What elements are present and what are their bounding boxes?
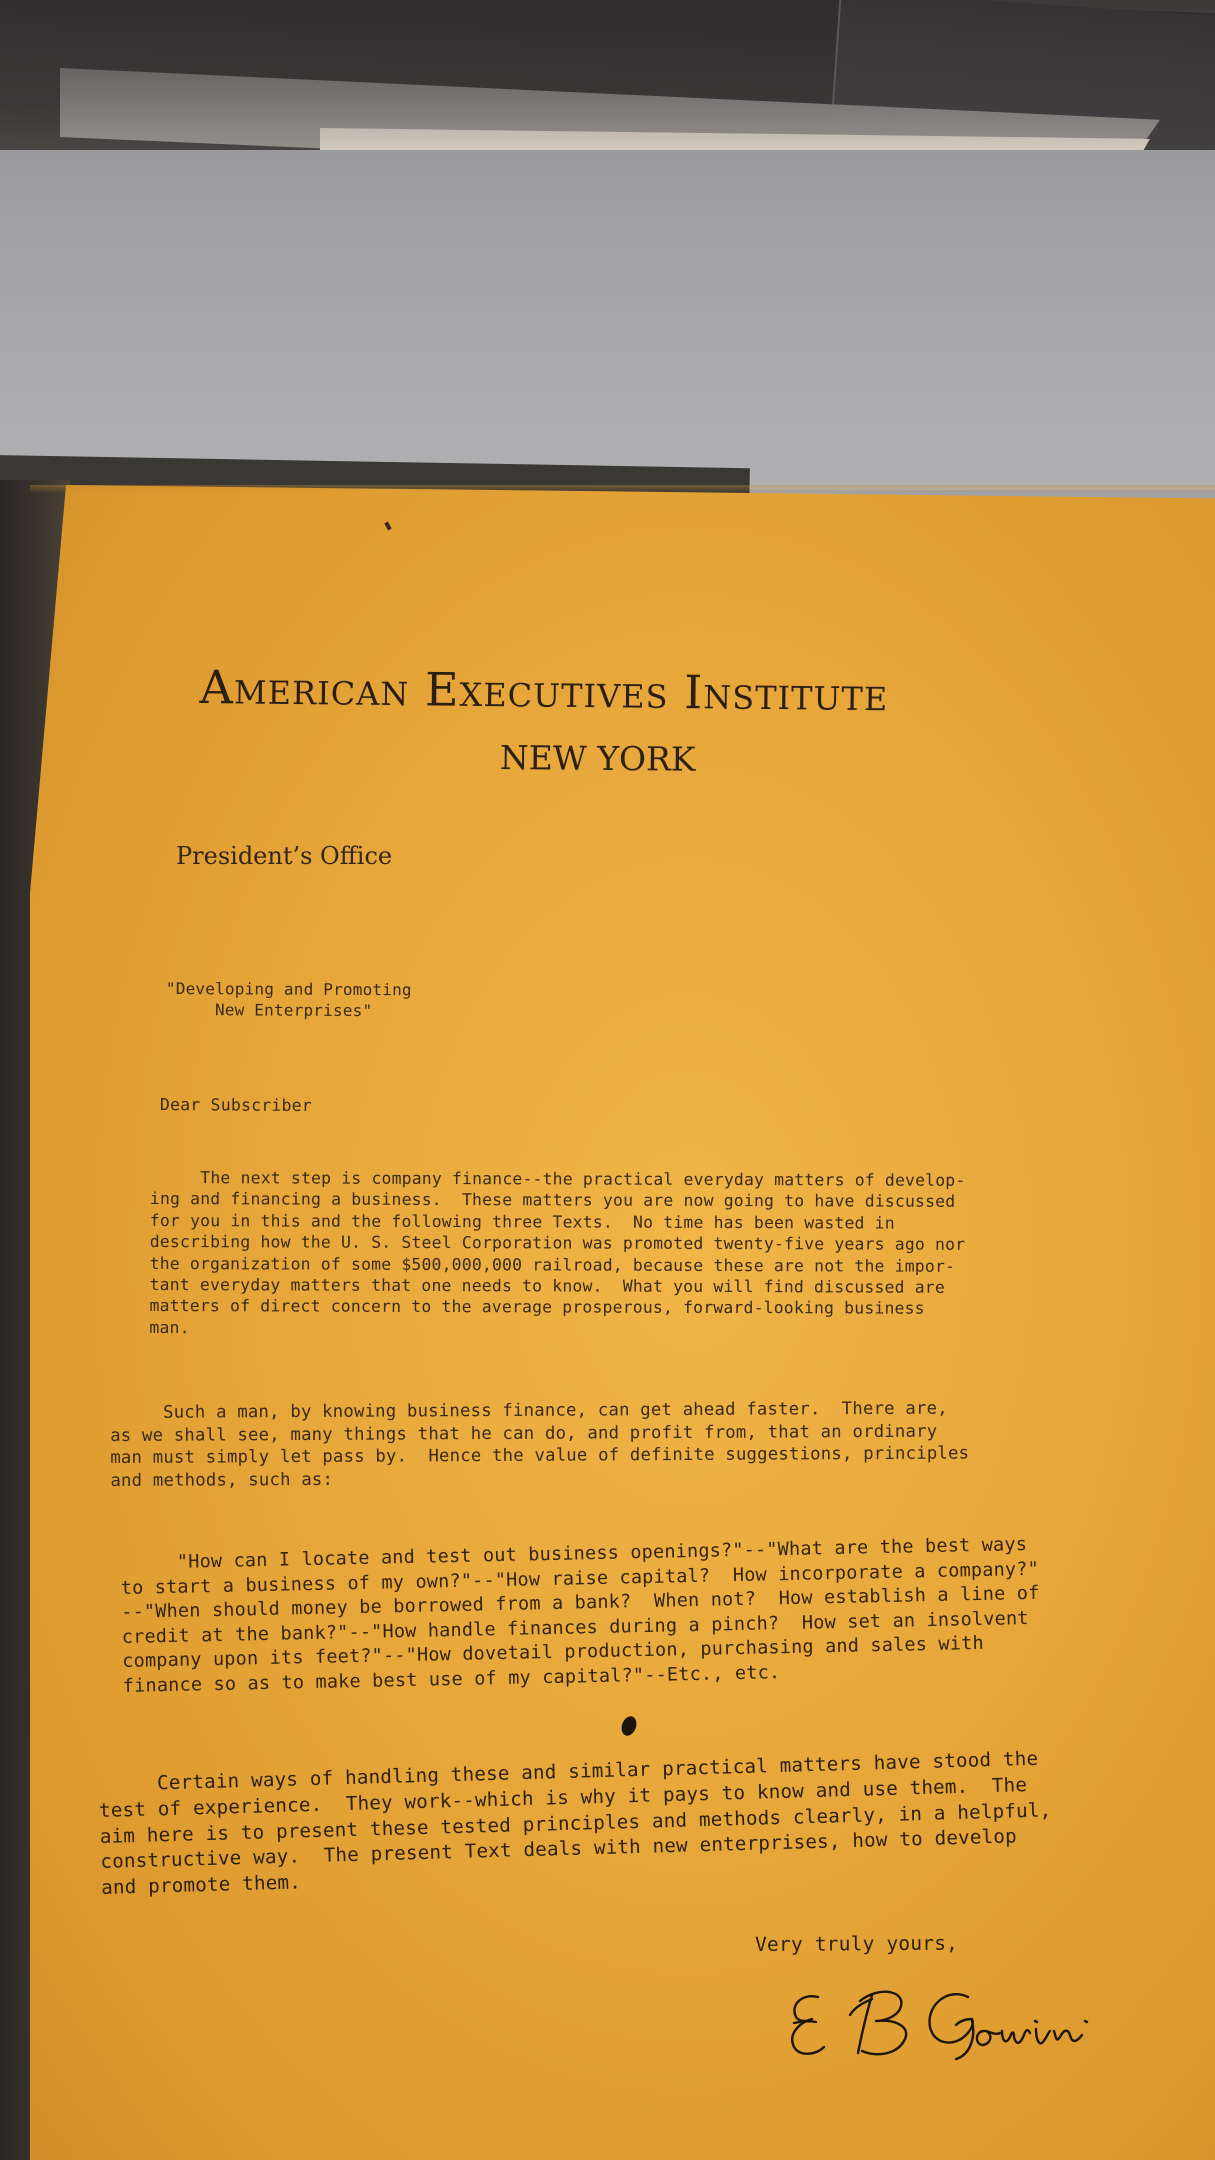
handwritten-signature: [780, 1975, 1160, 2065]
letter-salutation: Dear Subscriber: [159, 1095, 313, 1116]
ink-blot: [619, 1714, 639, 1738]
letter-paragraph-1: The next step is company finance--the practical everyday matters of develop- ing and financing a business. These matters you are now going to have discussed for you in this and the following three Texts. No time has been wasted in describing how the U. S. Steel Corporation was promoted twenty-five years ago nor the organization of some $500,000,000 railroad, because these are not the impor- tant everyday matters that one needs to know. What you will find discussed are matters of direct concern to the average prosperous, forward-looking business man.: [149, 1168, 966, 1337]
letter-paragraph-3: "How can I locate and test out business openings?"--"What are the best ways to start a business of my own?"--"How raise capital? How incorporate a company?" --"When should money be borrowed from a bank? When not? How establish a line of credit at the bank?"--"How handle finances during a pinch? How set an insolvent company upon its feet?"--"How dovetail production, purchasing and sales with finance so as to make best use of my capital?"--Etc., etc.: [120, 1534, 1040, 1697]
letter-paragraph-4: Certain ways of handling these and similar practical matters have stood the test of experience. They work--which is why it pays to know and use them. The aim here is to present these tested principles and methods clearly, in a helpful, constructive way. The present Text deals with new enterprises, how to develop and promote them.: [98, 1746, 1052, 1900]
letterhead-organization: American Executives Institute: [199, 660, 889, 722]
letterhead-office: President’s Office: [176, 842, 393, 870]
letter-subject: "Developing and Promoting New Enterprises": [165, 979, 412, 1021]
letter-closing: Very truly yours,: [754, 1931, 959, 1956]
ink-tick-mark: [384, 522, 391, 531]
letterhead-city: NEW YORK: [499, 738, 696, 779]
letter-paragraph-2: Such a man, by knowing business finance, can get ahead faster. There are, as we shall see, many things that he can do, and profit from, that an ordinary man must simply let pass by. Hence the value of definite suggestions, principles and methods, such as:: [110, 1398, 970, 1491]
